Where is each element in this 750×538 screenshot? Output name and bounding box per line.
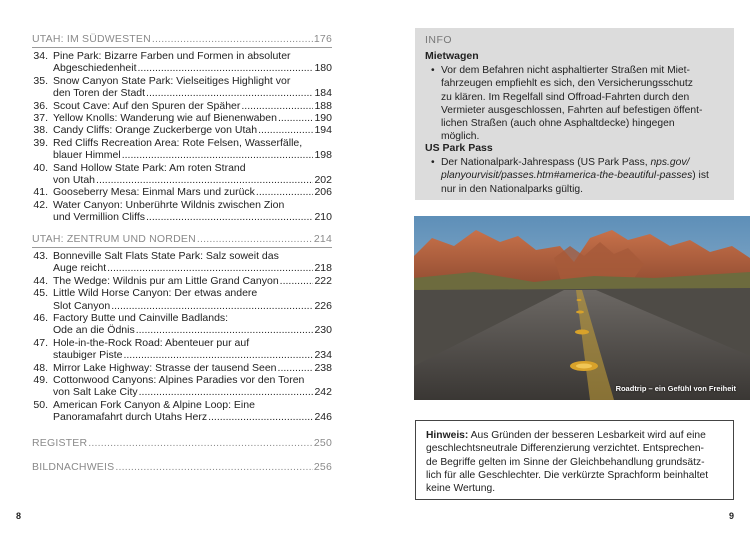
right-page <box>375 0 750 538</box>
toc-section-suedwesten <box>32 33 332 224</box>
toc-entry[interactable]: 48. Mirror Lake Highway: Strasse der tausend Seen ..... 238 <box>32 362 332 374</box>
page-number-right: 9 <box>728 511 734 521</box>
toc-entry[interactable]: 37. Yellow Knolls: Wanderung wie auf Bienenwaben ..... 190 <box>32 112 332 124</box>
park-pass-text: • Der Nationalpark-Jahrespass (US Park Pass, nps.gov/ planyourvisit/passes.htm#america-the-beautiful-passes) ist nur in den Nationalparks gültig. <box>431 157 709 195</box>
mietwagen-text: • Vor dem Befahren nicht asphaltierter Straßen mit Miet- fahrzeugen empfiehlt es sich, den Versicherungsschutz zu klären. Im Regelfall sind Offroad-Fahrten durch den Vermieter ausgeschlossen, Fahrten auf befestigen öffent- lichen Straßen (auch ohne Asphaltdecke) hingegen möglich. <box>431 65 703 143</box>
road-photo <box>414 216 750 400</box>
toc-entry[interactable]: 50. American Fork Canyon & Alpine Loop: Eine Panoramafahrt durch Utahs Herz ..... 246 <box>32 399 332 424</box>
toc-entry[interactable]: 38. Candy Cliffs: Orange Zuckerberge von Utah ..... 194 <box>32 124 332 136</box>
toc-entry[interactable]: 42. Water Canyon: Unberührte Wildnis zwischen Zion und Vermillion Cliffs ..... 210 <box>32 199 332 224</box>
toc-entry[interactable]: 47. Hole-in-the-Rock Road: Abenteuer pur auf staubiger Piste ..... 234 <box>32 337 332 362</box>
toc-entry[interactable]: 46. Factory Butte und Cainville Badlands: Ode an die Ödnis ..... 230 <box>32 312 332 337</box>
toc-entry[interactable]: 45. Little Wild Horse Canyon: Der etwas andere Slot Canyon ..... 226 <box>32 287 332 312</box>
toc-entry[interactable]: 35. Snow Canyon State Park: Vielseitiges Highlight vor den Toren der Stadt ..... 184 <box>32 75 332 100</box>
toc-section-zentrum-norden <box>32 233 332 424</box>
park-pass-link[interactable]: planyourvisit/passes.htm#america-the-beautiful-passes <box>441 170 693 182</box>
toc-register[interactable]: REGISTER ..... 250 <box>32 437 332 449</box>
toc-entry[interactable]: 41. Gooseberry Mesa: Einmal Mars und zurück ..... 206 <box>32 186 332 198</box>
section-heading: UTAH: IM SÜDWESTEN ..... 176 <box>32 33 332 48</box>
bullet-icon: • <box>431 157 435 168</box>
info-label: INFO <box>425 34 453 46</box>
photo-caption: Roadtrip – ein Gefühl von Freiheit <box>615 384 736 393</box>
toc-entry[interactable]: 36. Scout Cave: Auf den Spuren der Späher ..... 188 <box>32 100 332 112</box>
toc-entry[interactable]: 39. Red Cliffs Recreation Area: Rote Felsen, Wasserfälle, blauer Himmel ..... 198 <box>32 137 332 162</box>
toc-bildnachweis[interactable]: BILDNACHWEIS ..... 256 <box>32 461 332 473</box>
toc-entry-list <box>32 50 332 224</box>
toc-entry[interactable]: 49. Cottonwood Canyons: Alpines Paradies vor den Toren von Salt Lake City ..... 242 <box>32 374 332 399</box>
toc-entry-list <box>32 250 332 424</box>
toc-entry[interactable]: 43. Bonneville Salt Flats State Park: Salz soweit das Auge reicht ..... 218 <box>32 250 332 275</box>
note-box: Hinweis: Aus Gründen der besseren Lesbarkeit wird auf eine geschlechtsneutrale Differenzierung verzichtet. Entsprechen- de Begriffe gelten im Sinne der Gleichbehandlung grundsätz- lich für alle Geschlechter. Die verkürzte Sprachform beinhaltet keine Wertung. <box>415 420 734 500</box>
park-pass-heading: US Park Pass <box>425 142 493 154</box>
road-landscape-image <box>414 216 750 400</box>
mietwagen-heading: Mietwagen <box>425 50 479 62</box>
note-label: Hinweis: <box>426 430 469 441</box>
section-heading: UTAH: ZENTRUM UND NORDEN ..... 214 <box>32 233 332 248</box>
info-box <box>415 28 734 200</box>
bullet-icon: • <box>431 65 435 76</box>
toc-entry[interactable]: 44. The Wedge: Wildnis pur am Little Grand Canyon ..... 222 <box>32 275 332 287</box>
park-pass-link[interactable]: nps.gov/ <box>650 157 690 168</box>
toc-entry[interactable]: 34. Pine Park: Bizarre Farben und Formen in absoluter Abgeschiedenheit ..... 180 <box>32 50 332 75</box>
page-number-left: 8 <box>16 511 22 521</box>
toc-entry[interactable]: 40. Sand Hollow State Park: Am roten Strand von Utah ..... 202 <box>32 162 332 187</box>
